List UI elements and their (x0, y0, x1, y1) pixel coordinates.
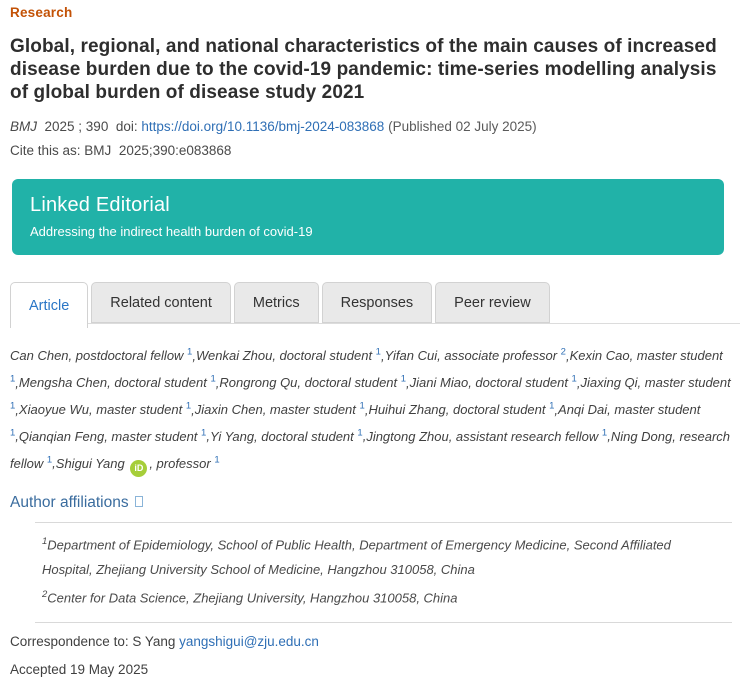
author-separator: , (206, 428, 210, 444)
affiliation-number: 2 (42, 588, 48, 600)
author-list (10, 341, 732, 477)
correspondence-email-link[interactable]: yangshigui@zju.edu.cn (179, 634, 319, 650)
affiliation-ref: 1 (214, 454, 220, 466)
author-entry: Xiaoyue Wu, master student $^1$ (18, 400, 192, 417)
author-separator: , (554, 401, 559, 417)
affiliation-ref: 1 (400, 373, 407, 385)
author-entry: Jiaxin Chen, master student $^1$ (194, 400, 365, 417)
affiliation-ref: 1 (10, 400, 16, 412)
affiliation-ref: 2 (560, 347, 566, 358)
cite-as-ref: 2025;390:e083868 (118, 143, 232, 158)
affiliation-list (42, 529, 702, 611)
affiliation-item: $^1$Department of Epidemiology, School of Public Health, Department of Emergency Medicine, Second Affiliated Hospital, Zhejiang University School of Medicine, Hangzhou 310058, China (42, 535, 671, 577)
author-affiliations-label: Author affiliations (10, 493, 129, 511)
author-separator: , (362, 428, 367, 444)
accepted-date: Accepted 19 May 2025 (10, 662, 149, 677)
affiliation-ref: 1 (185, 400, 192, 412)
doi-link[interactable]: https://doi.org/10.1136/bmj-2024-083868 (141, 119, 385, 134)
published-date: (Published 02 July 2025) (388, 119, 537, 134)
author-separator: , (15, 401, 19, 417)
author-affiliations-heading (10, 494, 732, 512)
author-separator: , (15, 375, 19, 391)
linked-editorial-banner[interactable] (12, 179, 724, 255)
tab-metrics[interactable]: Metrics (234, 282, 319, 323)
author-entry: Mengsha Chen, doctoral student $^1$ (18, 373, 216, 391)
author-separator: , (607, 428, 611, 444)
affiliation-ref: 1 (571, 373, 577, 385)
linked-editorial-title: Linked Editorial (30, 194, 170, 216)
author-entry: Yi Yang, doctoral student $^1$ (209, 427, 363, 444)
author-entry: Jiaxing Qi, master student $^1$ (10, 375, 731, 412)
author-entry: Anqi Dai, master student $^1$ (10, 401, 701, 439)
author-entry: Jiani Miao, doctoral student $^1$ (409, 373, 577, 391)
affiliation-number: 1 (42, 535, 48, 547)
correspondence-line (10, 634, 732, 649)
author-separator: , (52, 455, 56, 471)
author-separator: , (565, 348, 570, 364)
citation-line (10, 119, 732, 134)
affiliation-ref: 1 (549, 400, 555, 412)
author-separator: , (15, 428, 19, 444)
author-separator: , (380, 348, 385, 364)
tab-responses[interactable]: Responses (322, 282, 433, 323)
author-entry: Ning Dong, research fellow $^1$ (10, 428, 731, 471)
author-entry: Qianqian Feng, master student $^1$ (18, 427, 207, 444)
affiliation-ref: 1 (359, 400, 365, 412)
author-separator: , (576, 375, 581, 391)
affiliation-ref: 1 (10, 427, 16, 439)
affiliation-ref: 1 (601, 427, 608, 439)
affiliation-ref: 1 (357, 427, 363, 439)
year-volume: 2025 ; 390 (44, 119, 109, 134)
affiliation-ref: 1 (46, 454, 53, 466)
article-tabbar (10, 282, 732, 328)
tab-list (10, 282, 732, 328)
author-entry: Yifan Cui, associate professor $^2$ (384, 347, 566, 364)
author-entry: Huihui Zhang, doctoral student $^1$ (368, 400, 555, 417)
author-separator: , (364, 401, 369, 417)
author-separator: , (406, 375, 410, 391)
author-entry: Jingtong Zhou, assistant research fellow $^1$ (366, 427, 608, 444)
affiliation-ref: 1 (201, 427, 207, 439)
article-title: Global, regional, and national characteristics of the main causes of increased disease burden due to the covid-19 pandemic: time-series modelling analysis of global burden of disease study 2021 (10, 36, 717, 103)
author-entry: Kexin Cao, master student $^1$ (10, 348, 723, 385)
doi-label: doi: (115, 119, 138, 134)
divider-top (35, 522, 732, 523)
correspondence-label: Correspondence to: S Yang (10, 634, 176, 650)
author-separator: , (192, 348, 196, 364)
tab-peer-review[interactable]: Peer review (435, 282, 550, 323)
affiliation-item: $^2$Center for Data Science, Zhejiang University, Hangzhou 310058, China (42, 588, 458, 606)
tab-article[interactable]: Article (10, 282, 88, 328)
divider-bottom (35, 622, 732, 623)
affiliation-ref: 1 (210, 373, 216, 385)
author-entry: Wenkai Zhou, doctoral student $^1$ (195, 347, 381, 364)
section-label: Research (10, 5, 73, 20)
cite-as-prefix: Cite this as: (10, 143, 81, 158)
affiliation-ref: 1 (10, 373, 16, 385)
author-separator: , (215, 375, 220, 391)
affiliations-toggle-icon[interactable] (135, 496, 143, 507)
tab-related-content[interactable]: Related content (91, 282, 231, 323)
cite-as-line (10, 143, 732, 158)
author-entry: Can Chen, postdoctoral fellow $^1$ (10, 347, 193, 364)
affiliation-ref: 1 (187, 347, 193, 358)
linked-editorial-subtitle[interactable]: Addressing the indirect health burden of covid-19 (30, 224, 313, 239)
author-entry: Shigui Yang iD , professor $^1$ (56, 456, 220, 471)
journal-name: BMJ (10, 119, 37, 134)
cite-as-journal: BMJ (84, 143, 112, 158)
author-entry: Rongrong Qu, doctoral student $^1$ (219, 373, 407, 391)
affiliation-ref: 1 (375, 347, 381, 358)
orcid-icon[interactable]: iD (130, 460, 147, 477)
author-separator: , (191, 401, 195, 417)
